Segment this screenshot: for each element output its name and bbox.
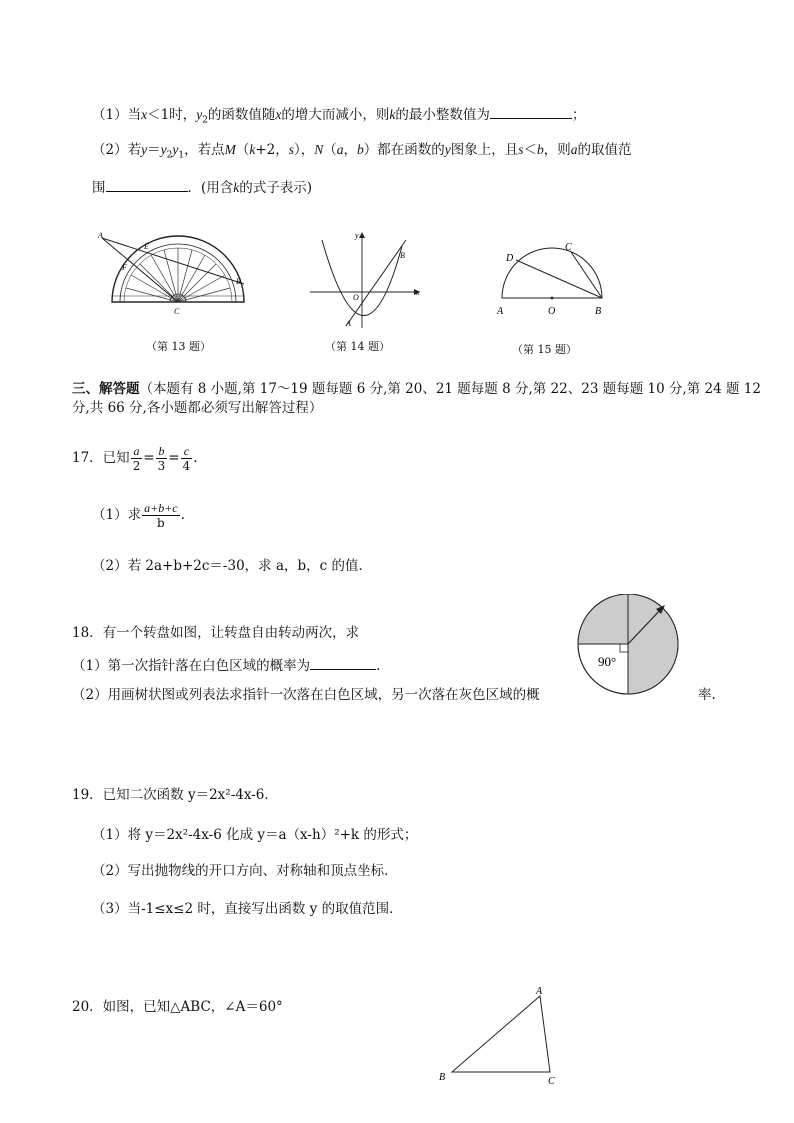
label-C: C [565,242,572,253]
label-A: A [346,319,351,328]
label-y: y [355,231,359,240]
label-B: B [595,306,602,317]
q19-part3: （3）当-1≤x≤2 时，直接写出函数 y 的取值范围． [92,901,403,917]
q20-title: 20．如图，已知△ABC，∠A＝60° [72,999,283,1015]
spinner-gray-sector [578,594,628,644]
triangle-figure [432,982,562,1086]
q16-part1: （1）当x＜1时，$y_2$的函数值随x的增大而减小，则k的最小整数值为 ； [92,104,585,130]
spinner-figure [574,594,682,696]
figure-13-caption: （第 13 题） [146,340,211,353]
q16-part2: （2）若$y=y_2y_1$，若点M（k+2，s），N（a，b）都在函数的y图象上，且s＜b，则a的取值范 [92,142,632,161]
label-E: E [144,242,149,251]
label-O: O [548,306,556,317]
q17-title: 17．已知 $\frac{a}{2}$ = $\frac{b}{3}$ = $\frac{c}{4}$ . [72,444,198,473]
fraction-sum-over-b: $\frac{a+b+c}{b}$ [144,501,178,530]
label-x: x [416,288,420,297]
label-B: B [236,277,241,286]
q18-part1: （1）第一次指针落在白色区域的概率为 . [72,655,380,675]
section-3-header: 三、解答题（本题有 8 小题,第 17～19 题每题 6 分,第 20、21 题每题 8 分,第 22、23 题每题 10 分,第 24 题 12 [72,381,761,397]
figure-13-protractor [98,228,246,318]
fraction-b-3: $\frac{b}{3}$ [157,444,166,473]
answer-blank[interactable] [106,177,188,192]
q19-title: 19．已知二次函数 y＝2x²-4x-6． [72,787,278,803]
label-A: A [497,306,504,317]
label-O: O [353,293,359,302]
label-D: D [506,253,514,264]
q19-part2: （2）写出抛物线的开口方向、对称轴和顶点坐标． [92,863,398,879]
q16-part2-cont: 围 ．(用含k的式子表示) [92,177,312,197]
spinner-gray-sector [628,594,678,694]
figure-15-semicircle [494,236,612,320]
q18-part2: （2）用画树状图或列表法求指针一次落在白色区域，另一次落在灰色区域的概 [72,687,540,703]
fraction-c-4: $\frac{c}{4}$ [182,444,191,473]
label-F: F [122,263,127,272]
label-A: A [98,231,103,240]
label-C: C [548,1076,555,1086]
fraction-a-2: $\frac{a}{2}$ [132,444,141,473]
label-B: B [439,1072,446,1083]
angle-label: 90° [598,654,617,669]
label-B: B [400,251,405,260]
answer-blank[interactable] [490,104,572,119]
q19-part1: （1）将 y＝2x²-4x-6 化成 y＝a（x-h）²+k 的形式； [92,827,418,843]
q17-part2: （2）若 2a+b+2c＝-30，求 a，b，c 的值． [92,558,373,574]
figure-15-caption: （第 15 题） [512,343,577,356]
section-3-header-cont: 分,共 66 分,各小题都必须写出解答过程） [72,400,323,416]
figure-14-graph [306,228,426,330]
figure-14-caption: （第 14 题） [325,340,390,353]
section-3-title: 三、解答题 [72,381,140,397]
q17-part1: （1）求 $\frac{a+b+c}{b}$ . [92,501,185,530]
label-A: A [536,986,543,997]
answer-blank[interactable] [310,655,376,670]
label-C: C [174,307,180,316]
q18-title: 18．有一个转盘如图，让转盘自由转动两次，求 [72,625,360,641]
q18-part2-end: 率. [698,687,716,703]
